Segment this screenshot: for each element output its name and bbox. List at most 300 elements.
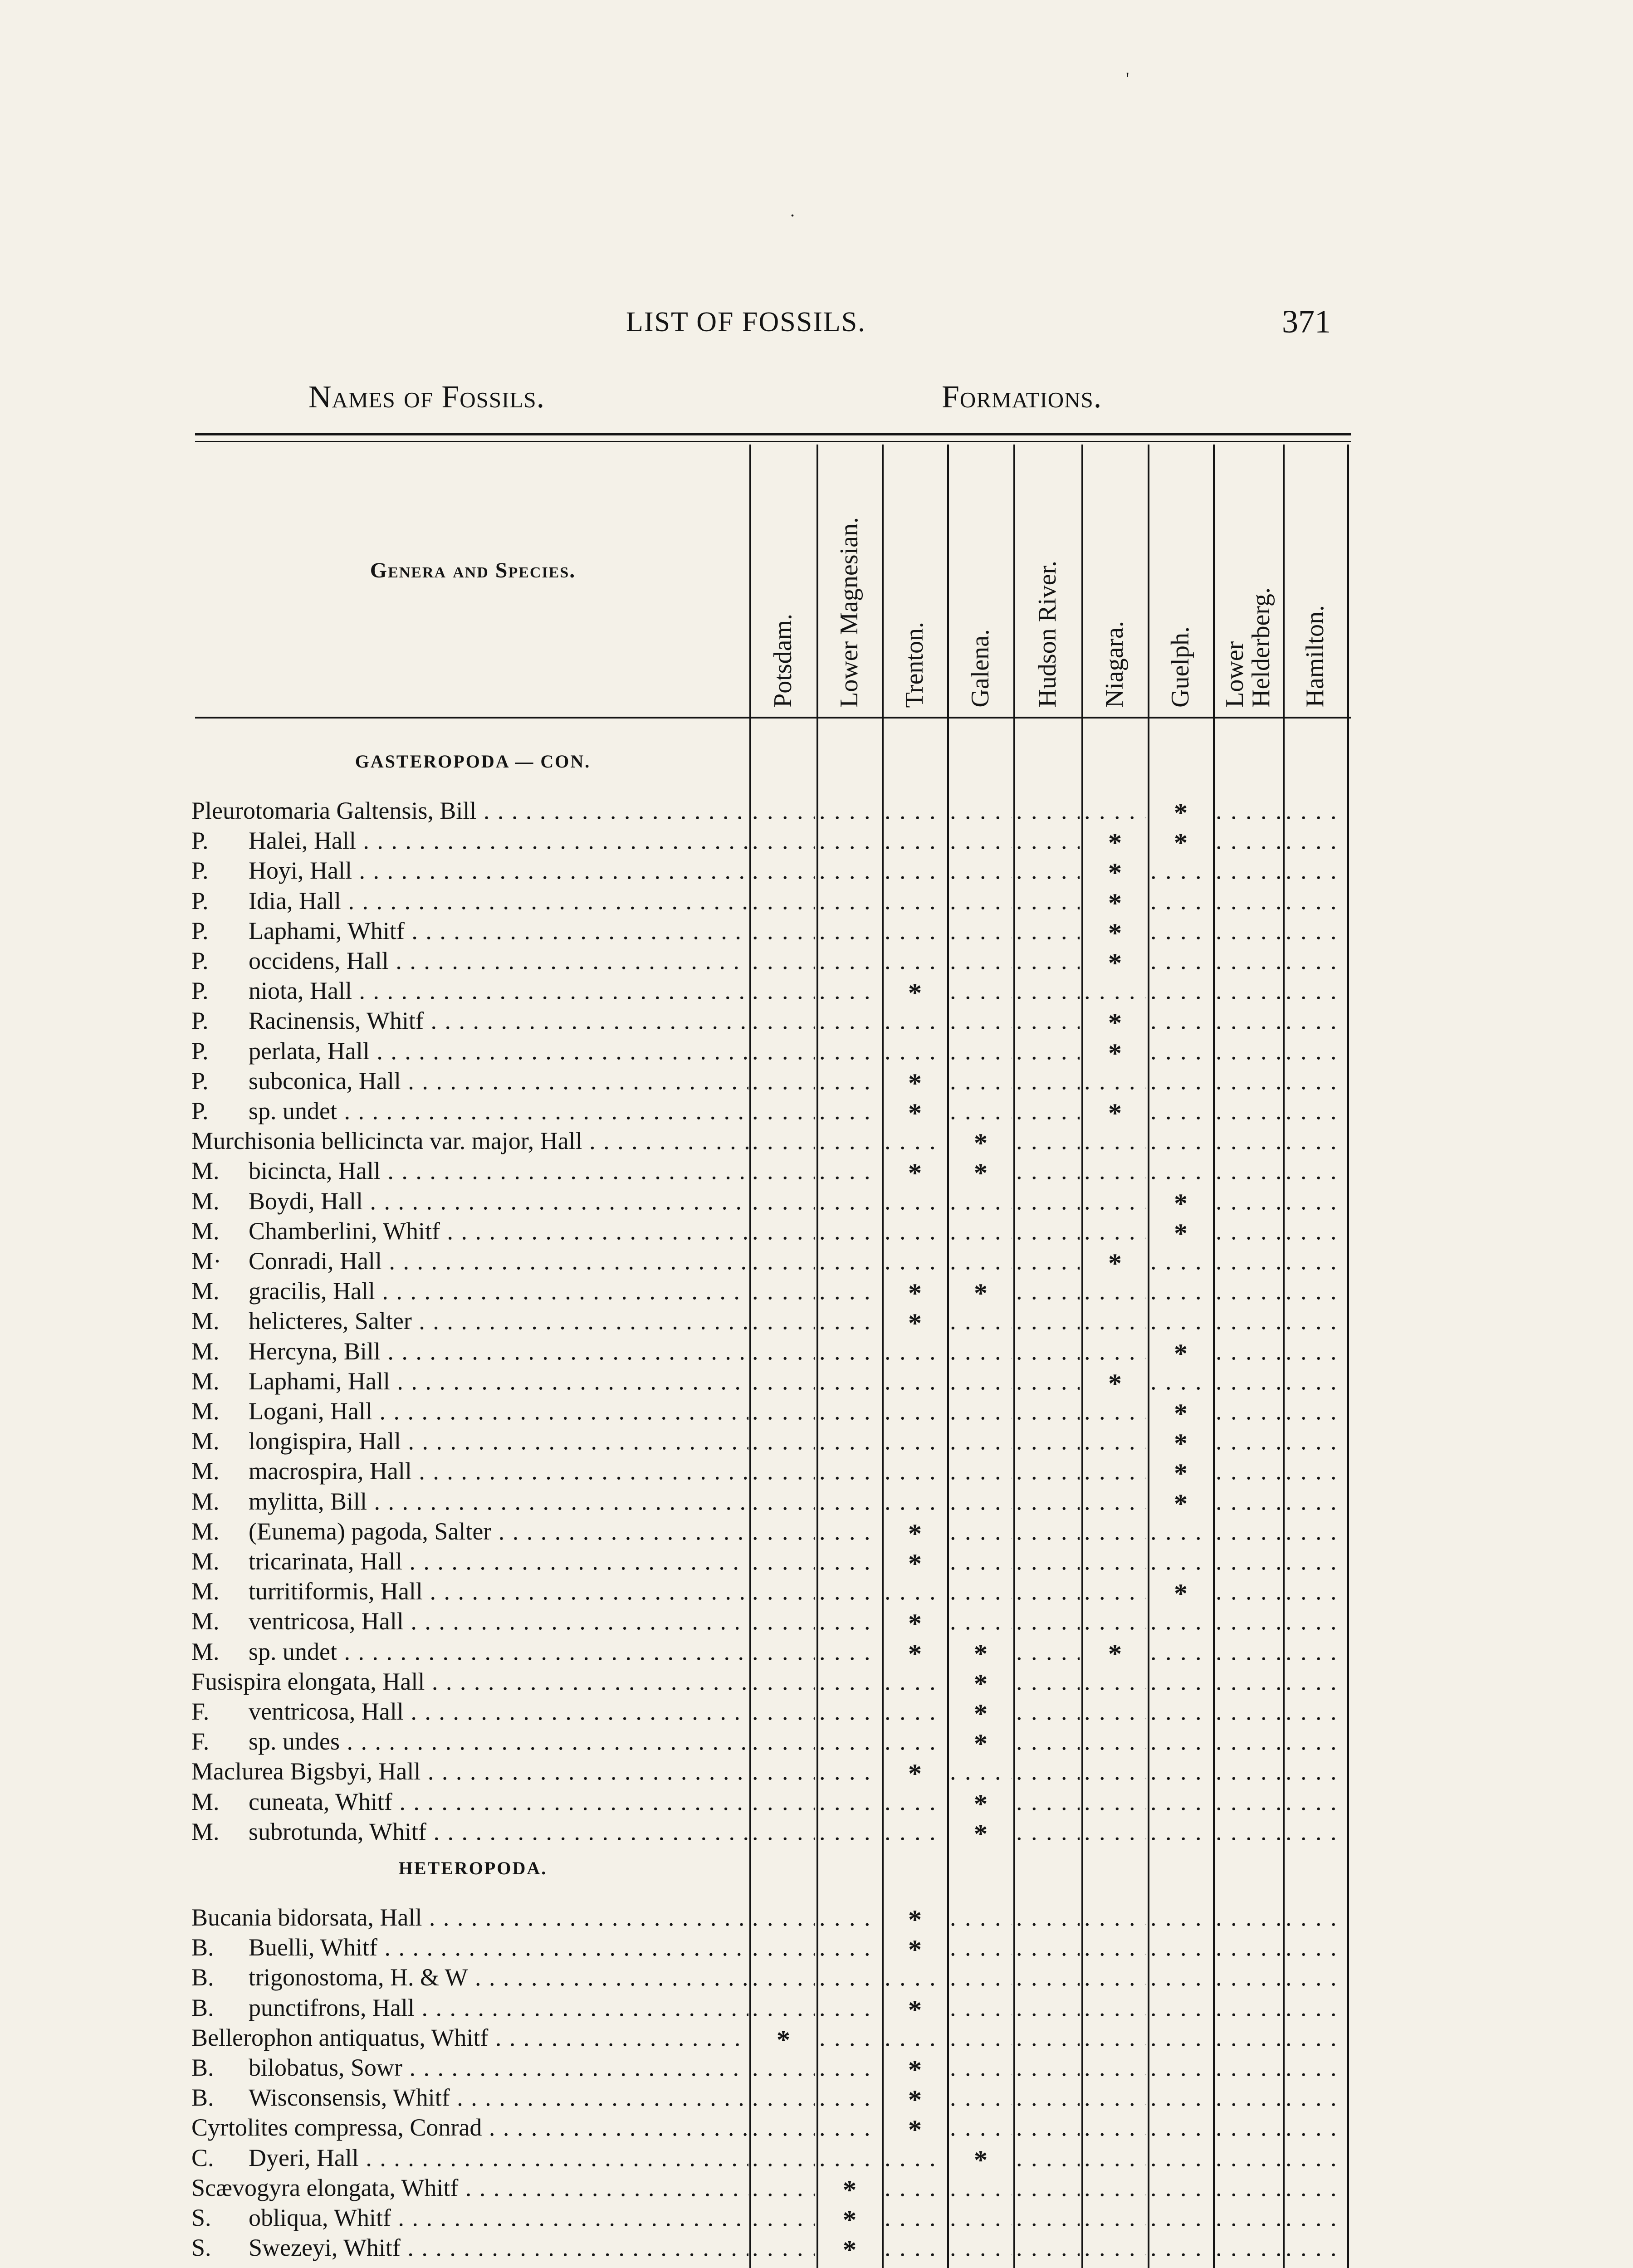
- empty-cell: [819, 856, 880, 885]
- empty-cell: [1150, 2023, 1211, 2052]
- empty-cell: [1150, 2203, 1211, 2232]
- empty-cell: [1150, 1036, 1211, 1066]
- occurrence-mark: *: [908, 2085, 922, 2112]
- empty-cell: [950, 2023, 1012, 2052]
- empty-cell: [1016, 1903, 1080, 1932]
- species-name: [191, 2023, 748, 2052]
- empty-cell: [1084, 1457, 1146, 1486]
- empty-cell: [819, 796, 880, 825]
- empty-cell: [885, 946, 945, 975]
- empty-cell: [1286, 1367, 1345, 1396]
- occurrence-mark: *: [974, 1818, 988, 1846]
- empty-cell: [1286, 1246, 1345, 1276]
- empty-cell: [1216, 1697, 1281, 1726]
- empty-cell: [1286, 976, 1345, 1005]
- empty-cell: [752, 1066, 815, 1095]
- empty-cell: [752, 1367, 815, 1396]
- species-name: [191, 2233, 748, 2262]
- empty-cell: [1016, 1697, 1080, 1726]
- species-label: bicincta, Hall: [249, 1157, 381, 1185]
- empty-cell: [1150, 1993, 1211, 2022]
- empty-cell: [1016, 1517, 1080, 1546]
- empty-cell: [1286, 1487, 1345, 1516]
- empty-cell: [752, 1963, 815, 1992]
- empty-cell: [1286, 1757, 1345, 1786]
- empty-cell: [950, 1306, 1012, 1335]
- species-name: [191, 1006, 748, 1035]
- empty-cell: [950, 976, 1012, 1005]
- empty-cell: [752, 1637, 815, 1666]
- genus-abbreviation: P.: [191, 857, 209, 885]
- genus-abbreviation: C.: [191, 2144, 214, 2171]
- empty-cell: [752, 1337, 815, 1366]
- genus-abbreviation: S.: [191, 2234, 211, 2262]
- empty-cell: [1286, 1036, 1345, 1066]
- empty-cell: [1286, 1577, 1345, 1606]
- table-row: [0, 946, 1633, 975]
- species-label: (Eunema) pagoda, Salter: [249, 1517, 492, 1545]
- empty-cell: [1216, 1156, 1281, 1185]
- empty-cell: [885, 1963, 945, 1992]
- table-row: [0, 1156, 1633, 1185]
- empty-cell: [752, 1993, 815, 2022]
- table-row: [0, 976, 1633, 1005]
- column-header-label: Lower Helderberg.: [1221, 587, 1275, 708]
- empty-cell: [950, 2173, 1012, 2202]
- species-name: [191, 1156, 748, 1185]
- empty-cell: [1286, 1006, 1345, 1035]
- empty-cell: [1016, 1817, 1080, 1846]
- species-name: [191, 1427, 748, 1456]
- empty-cell: [1084, 2023, 1146, 2052]
- species-label: gracilis, Hall: [249, 1277, 375, 1305]
- occurrence-mark: *: [908, 1994, 922, 2022]
- table-row: [0, 1066, 1633, 1095]
- species-label: Boydi, Hall: [249, 1187, 363, 1215]
- species-name: [191, 2173, 748, 2202]
- table-row: [0, 1577, 1633, 1606]
- table-row: [0, 2173, 1633, 2202]
- column-header: [816, 454, 882, 708]
- table-row: [0, 826, 1633, 855]
- species-name: [191, 1367, 748, 1396]
- occurrence-mark: *: [908, 1549, 922, 1576]
- empty-cell: [950, 1036, 1012, 1066]
- empty-cell: [819, 1217, 880, 1246]
- occurrence-mark: *: [974, 1128, 988, 1156]
- table-row: [0, 1036, 1633, 1066]
- empty-cell: [1016, 1547, 1080, 1576]
- occurrence-mark: *: [1108, 918, 1122, 945]
- empty-cell: [752, 856, 815, 885]
- occurrence-mark: *: [1174, 798, 1188, 825]
- empty-cell: [1286, 1697, 1345, 1726]
- empty-cell: [752, 1397, 815, 1426]
- empty-cell: [885, 1126, 945, 1155]
- empty-cell: [1286, 1727, 1345, 1756]
- empty-cell: [819, 1126, 880, 1155]
- column-header: [1148, 454, 1213, 708]
- empty-cell: [1216, 1933, 1281, 1962]
- empty-cell: [1084, 1397, 1146, 1426]
- empty-cell: [1084, 1933, 1146, 1962]
- empty-cell: [1286, 2023, 1345, 2052]
- empty-cell: [1084, 1577, 1146, 1606]
- empty-cell: [1016, 1306, 1080, 1335]
- occurrence-mark: *: [908, 978, 922, 1006]
- empty-cell: [1216, 1817, 1281, 1846]
- empty-cell: [1216, 1066, 1281, 1095]
- empty-cell: [752, 1787, 815, 1816]
- empty-cell: [1286, 1276, 1345, 1305]
- empty-cell: [1216, 2023, 1281, 2052]
- empty-cell: [1084, 1187, 1146, 1216]
- empty-cell: [885, 1367, 945, 1396]
- empty-cell: [752, 1006, 815, 1035]
- table-row: [0, 1367, 1633, 1396]
- empty-cell: [819, 1036, 880, 1066]
- empty-cell: [1016, 1006, 1080, 1035]
- species-name: [191, 1397, 748, 1426]
- table-row: [0, 2203, 1633, 2232]
- empty-cell: [1286, 1337, 1345, 1366]
- empty-cell: [1016, 1246, 1080, 1276]
- section-title: HETEROPODA.: [398, 1858, 548, 1878]
- empty-cell: [819, 2083, 880, 2112]
- empty-cell: [1286, 1397, 1345, 1426]
- empty-cell: [1150, 2143, 1211, 2172]
- empty-cell: [885, 856, 945, 885]
- empty-cell: [1216, 1607, 1281, 1636]
- empty-cell: [1084, 1607, 1146, 1636]
- species-label: Scævogyra elongata, Whitf: [191, 2174, 459, 2201]
- empty-cell: [1286, 1126, 1345, 1155]
- species-label: subconica, Hall: [249, 1067, 401, 1095]
- empty-cell: [950, 1607, 1012, 1636]
- empty-cell: [1286, 1217, 1345, 1246]
- empty-cell: [819, 2023, 880, 2052]
- species-label: perlata, Hall: [249, 1037, 370, 1065]
- empty-cell: [1084, 1817, 1146, 1846]
- occurrence-mark: *: [1174, 1188, 1188, 1216]
- empty-cell: [752, 1817, 815, 1846]
- empty-cell: [1016, 976, 1080, 1005]
- genus-abbreviation: M.: [191, 1578, 220, 1605]
- empty-cell: [752, 1727, 815, 1756]
- empty-cell: [1150, 1156, 1211, 1185]
- empty-cell: [1216, 916, 1281, 945]
- empty-cell: [1286, 2203, 1345, 2232]
- table-row: [0, 1276, 1633, 1305]
- occurrence-mark: *: [1174, 1458, 1188, 1486]
- occurrence-mark: *: [843, 2235, 856, 2263]
- empty-cell: [1216, 1457, 1281, 1486]
- genus-abbreviation: P.: [191, 947, 209, 974]
- table-top-rule-thick: [195, 433, 1351, 435]
- empty-cell: [1084, 1963, 1146, 1992]
- empty-cell: [885, 1337, 945, 1366]
- empty-cell: [1216, 1727, 1281, 1756]
- species-name: [191, 1487, 748, 1516]
- empty-cell: [885, 2143, 945, 2172]
- column-header-label: Hamilton.: [1301, 605, 1329, 708]
- genus-abbreviation: F.: [191, 1698, 210, 1725]
- genus-abbreviation: M.: [191, 1548, 220, 1575]
- empty-cell: [752, 2233, 815, 2262]
- species-label: Swezeyi, Whitf: [249, 2234, 401, 2262]
- empty-cell: [950, 1246, 1012, 1276]
- genus-abbreviation: M.: [191, 1517, 220, 1545]
- empty-cell: [950, 1187, 1012, 1216]
- table-row: [0, 1397, 1633, 1426]
- occurrence-mark: *: [1174, 1218, 1188, 1246]
- empty-cell: [1150, 2113, 1211, 2142]
- species-label: longispira, Hall: [249, 1427, 401, 1455]
- table-row: [0, 1217, 1633, 1246]
- empty-cell: [1150, 1006, 1211, 1035]
- empty-cell: [819, 916, 880, 945]
- empty-cell: [885, 1667, 945, 1696]
- genus-abbreviation: P.: [191, 887, 209, 914]
- species-name: [191, 1757, 748, 1786]
- empty-cell: [1150, 2083, 1211, 2112]
- empty-cell: [1216, 1547, 1281, 1576]
- empty-cell: [1286, 1903, 1345, 1932]
- empty-cell: [819, 1817, 880, 1846]
- empty-cell: [885, 1217, 945, 1246]
- empty-cell: [752, 1217, 815, 1246]
- column-header-label: Galena.: [966, 629, 994, 708]
- empty-cell: [1084, 1217, 1146, 1246]
- table-row: [0, 1933, 1633, 1962]
- column-header: [947, 454, 1013, 708]
- empty-cell: [885, 796, 945, 825]
- species-name: [191, 1337, 748, 1366]
- table-row: [0, 796, 1633, 825]
- empty-cell: [819, 1607, 880, 1636]
- empty-cell: [1150, 1903, 1211, 1932]
- empty-cell: [950, 1577, 1012, 1606]
- species-label: Chamberlini, Whitf: [249, 1217, 440, 1245]
- species-label: Dyeri, Hall: [249, 2144, 359, 2171]
- table-row: [0, 856, 1633, 885]
- empty-cell: [1216, 1637, 1281, 1666]
- species-label: punctifrons, Hall: [249, 1994, 415, 2021]
- empty-cell: [950, 796, 1012, 825]
- empty-cell: [950, 1903, 1012, 1932]
- empty-cell: [1084, 2083, 1146, 2112]
- table-row: [0, 2233, 1633, 2262]
- species-name: [191, 1036, 748, 1066]
- species-label: helicteres, Salter: [249, 1307, 412, 1335]
- empty-cell: [819, 1457, 880, 1486]
- empty-cell: [950, 1963, 1012, 1992]
- occurrence-mark: *: [908, 1278, 922, 1306]
- empty-cell: [1150, 976, 1211, 1005]
- empty-cell: [752, 1187, 815, 1216]
- empty-cell: [752, 1577, 815, 1606]
- species-label: mylitta, Bill: [249, 1487, 367, 1515]
- empty-cell: [950, 1517, 1012, 1546]
- empty-cell: [1286, 2053, 1345, 2082]
- species-label: Bucania bidorsata, Hall: [191, 1904, 422, 1931]
- species-label: Cyrtolites compressa, Conrad: [191, 2114, 482, 2141]
- empty-cell: [885, 2023, 945, 2052]
- empty-cell: [1084, 1487, 1146, 1516]
- occurrence-mark: *: [974, 1699, 988, 1726]
- species-name: [191, 1517, 748, 1546]
- empty-cell: [950, 1096, 1012, 1125]
- empty-cell: [819, 1397, 880, 1426]
- empty-cell: [1286, 856, 1345, 885]
- empty-cell: [752, 1096, 815, 1125]
- empty-cell: [819, 2113, 880, 2142]
- occurrence-mark: *: [1174, 1428, 1188, 1456]
- table-row: [0, 1187, 1633, 1216]
- empty-cell: [1286, 1787, 1345, 1816]
- genus-abbreviation: M.: [191, 1337, 220, 1365]
- empty-cell: [950, 1457, 1012, 1486]
- empty-cell: [819, 1993, 880, 2022]
- empty-cell: [1216, 1963, 1281, 1992]
- genus-abbreviation: P.: [191, 1007, 209, 1035]
- empty-cell: [1216, 1306, 1281, 1335]
- empty-cell: [1286, 1607, 1345, 1636]
- empty-cell: [752, 2113, 815, 2142]
- empty-cell: [1016, 886, 1080, 915]
- empty-cell: [1216, 2083, 1281, 2112]
- species-name: [191, 916, 748, 945]
- species-label: Halei, Hall: [249, 827, 356, 855]
- column-header-label: Trenton.: [900, 621, 929, 708]
- empty-cell: [1216, 1757, 1281, 1786]
- occurrence-mark: *: [974, 1638, 988, 1666]
- empty-cell: [1216, 2113, 1281, 2142]
- empty-cell: [1286, 1156, 1345, 1185]
- genus-abbreviation: M.: [191, 1277, 220, 1305]
- genus-abbreviation: M.: [191, 1487, 220, 1515]
- occurrence-mark: *: [843, 2175, 856, 2202]
- species-name: [191, 1727, 748, 1756]
- names-of-fossils-heading: Names of Fossils.: [308, 380, 545, 415]
- species-name: [191, 2203, 748, 2232]
- empty-cell: [1216, 796, 1281, 825]
- empty-cell: [1084, 2173, 1146, 2202]
- empty-cell: [1084, 1276, 1146, 1305]
- empty-cell: [752, 1036, 815, 1066]
- empty-cell: [752, 1156, 815, 1185]
- empty-cell: [1084, 1903, 1146, 1932]
- empty-cell: [752, 1667, 815, 1696]
- empty-cell: [752, 796, 815, 825]
- empty-cell: [1286, 2083, 1345, 2112]
- table-row: [0, 1903, 1633, 1932]
- table-row: [0, 1637, 1633, 1666]
- occurrence-mark: *: [974, 1789, 988, 1816]
- column-header: [1081, 454, 1148, 708]
- empty-cell: [1216, 1337, 1281, 1366]
- occurrence-mark: *: [1174, 828, 1188, 855]
- empty-cell: [885, 826, 945, 855]
- genus-abbreviation: B.: [191, 1994, 214, 2021]
- column-header: [749, 454, 816, 708]
- table-row: [0, 2113, 1633, 2142]
- empty-cell: [1216, 2233, 1281, 2262]
- empty-cell: [885, 2203, 945, 2232]
- empty-cell: [1016, 1397, 1080, 1426]
- empty-cell: [752, 916, 815, 945]
- species-label: Buelli, Whitf: [249, 1934, 377, 1961]
- species-name: [191, 1096, 748, 1125]
- species-name: [191, 2143, 748, 2172]
- empty-cell: [1150, 1817, 1211, 1846]
- table-row: [0, 916, 1633, 945]
- empty-cell: [950, 1367, 1012, 1396]
- empty-cell: [1016, 1487, 1080, 1516]
- empty-cell: [1286, 1667, 1345, 1696]
- species-name: [191, 1993, 748, 2022]
- species-name: [191, 1246, 748, 1276]
- empty-cell: [1016, 1126, 1080, 1155]
- empty-cell: [819, 946, 880, 975]
- species-name: [191, 2113, 748, 2142]
- empty-cell: [1286, 1517, 1345, 1546]
- table-row: [0, 1817, 1633, 1846]
- empty-cell: [1216, 1006, 1281, 1035]
- species-name: [191, 1787, 748, 1816]
- column-header-label: Lower Magnesian.: [835, 517, 863, 708]
- empty-cell: [950, 1757, 1012, 1786]
- empty-cell: [1286, 1963, 1345, 1992]
- empty-cell: [1216, 1787, 1281, 1816]
- empty-cell: [1084, 1787, 1146, 1816]
- empty-cell: [1016, 1757, 1080, 1786]
- column-header: [1283, 454, 1347, 708]
- empty-cell: [1216, 1993, 1281, 2022]
- empty-cell: [752, 976, 815, 1005]
- genus-abbreviation: M.: [191, 1367, 220, 1395]
- empty-cell: [1084, 1517, 1146, 1546]
- genus-abbreviation: M.: [191, 1187, 220, 1215]
- species-label: tricarinata, Hall: [249, 1548, 402, 1575]
- empty-cell: [1150, 1517, 1211, 1546]
- empty-cell: [819, 1187, 880, 1216]
- empty-cell: [950, 1006, 1012, 1035]
- empty-cell: [885, 1697, 945, 1726]
- empty-cell: [752, 1903, 815, 1932]
- species-name: [191, 886, 748, 915]
- empty-cell: [1016, 1963, 1080, 1992]
- table-row: [0, 1667, 1633, 1696]
- empty-cell: [819, 1697, 880, 1726]
- empty-cell: [885, 1817, 945, 1846]
- empty-cell: [1216, 1126, 1281, 1155]
- table-row: [0, 1337, 1633, 1366]
- empty-cell: [950, 2053, 1012, 2082]
- empty-cell: [950, 1217, 1012, 1246]
- empty-cell: [950, 1337, 1012, 1366]
- empty-cell: [950, 1993, 1012, 2022]
- empty-cell: [1150, 886, 1211, 915]
- empty-cell: [1216, 2053, 1281, 2082]
- empty-cell: [1216, 1427, 1281, 1456]
- empty-cell: [1286, 1993, 1345, 2022]
- empty-cell: [1084, 2233, 1146, 2262]
- species-label: occidens, Hall: [249, 947, 389, 974]
- empty-cell: [1016, 1036, 1080, 1066]
- genus-abbreviation: M.: [191, 1217, 220, 1245]
- table-row: [0, 1787, 1633, 1816]
